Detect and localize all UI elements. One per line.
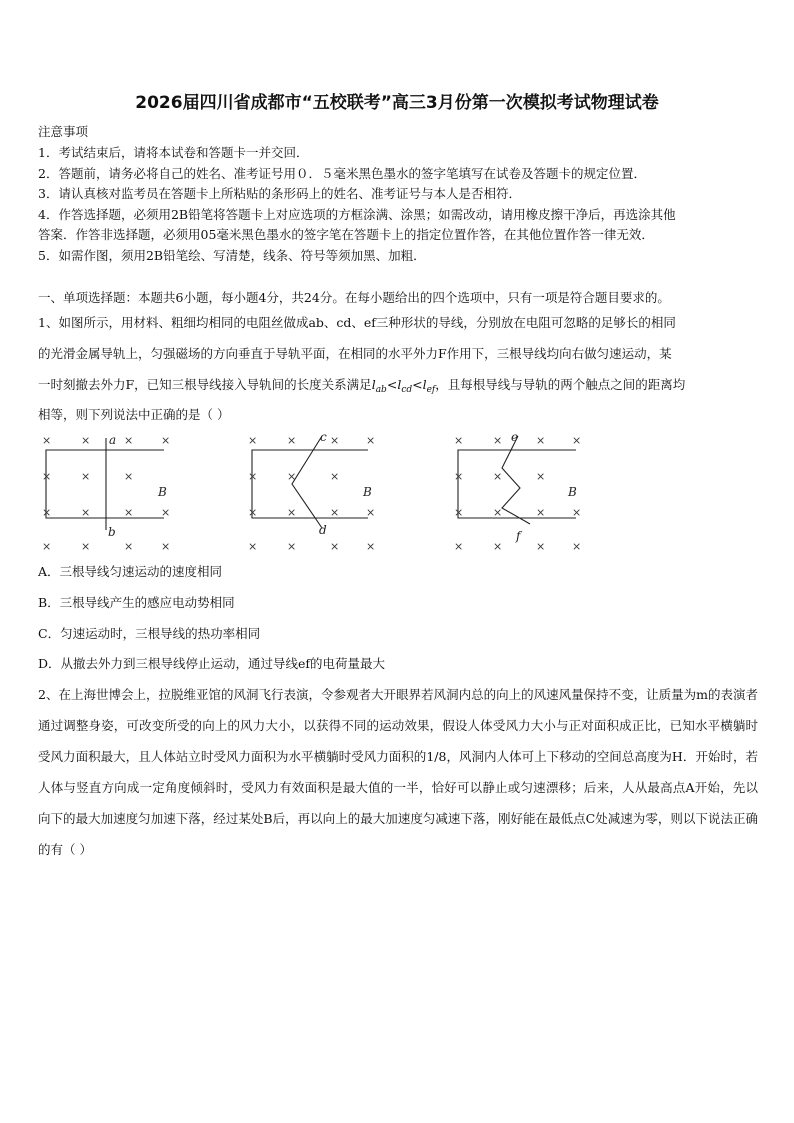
field-cross: × xyxy=(536,506,546,519)
q1-figure xyxy=(36,428,596,560)
fig2-rails xyxy=(252,450,368,518)
page-title: 2026届四川省成都市“五校联考”高三3月份第一次模拟考试物理试卷 xyxy=(135,93,659,113)
q1-line-4: 相等，则下列说法中正确的是（ ） xyxy=(38,407,230,422)
field-cross: × xyxy=(161,540,171,553)
notice-item-4: 4．作答选择题，必须用2B铅笔将答题卡上对应选项的方框涂满、涂黑；如需改动，请用橡皮擦干净后，再选涂其他 xyxy=(38,207,676,222)
field-cross: × xyxy=(124,540,134,553)
field-cross: × xyxy=(42,506,52,519)
field-cross: × xyxy=(454,506,464,519)
label-B-2: B xyxy=(363,485,372,499)
q1-line-3-b: ，且每根导线与导轨的两个触点之间的距离均 xyxy=(435,377,686,392)
label-B-1: B xyxy=(158,485,167,499)
label-d: d xyxy=(319,523,327,537)
section-heading: 一、单项选择题：本题共6小题，每小题4分，共24分。在每小题给出的四个选项中，只有一项是符合题目要求的。 xyxy=(38,290,670,305)
field-cross: × xyxy=(248,540,258,553)
notice-item-4-cont: 答案．作答非选择题，必须用05毫米黑色墨水的签字笔在答题卡上的指定位置作答，在其他位置作答一律无效． xyxy=(38,227,654,242)
field-cross: × xyxy=(493,470,503,483)
field-cross: × xyxy=(124,434,134,447)
field-cross: × xyxy=(366,434,376,447)
l-ef: $l_{ef}$ xyxy=(422,377,436,395)
q1-option-c: C．匀速运动时，三根导线的热功率相同 xyxy=(38,626,261,641)
label-b: b xyxy=(108,525,116,539)
field-cross: × xyxy=(330,470,340,483)
field-cross: × xyxy=(366,506,376,519)
field-cross: × xyxy=(81,506,91,519)
field-cross: × xyxy=(454,540,464,553)
field-cross: × xyxy=(572,506,582,519)
field-cross: × xyxy=(454,434,464,447)
field-cross: × xyxy=(81,434,91,447)
field-cross: × xyxy=(536,540,546,553)
notice-heading: 注意事项 xyxy=(38,124,89,139)
field-cross: × xyxy=(536,434,546,447)
field-cross: × xyxy=(330,540,340,553)
l-ab: $l_{ab}$ xyxy=(371,377,387,395)
field-cross: × xyxy=(572,434,582,447)
label-f: f xyxy=(516,529,521,543)
field-cross: × xyxy=(161,434,171,447)
q1-line-3-a: 一时刻撤去外力F，已知三根导线接入导轨间的长度关系满足 xyxy=(38,377,372,392)
field-cross: × xyxy=(454,470,464,483)
field-cross: × xyxy=(493,434,503,447)
field-cross: × xyxy=(248,506,258,519)
label-c: c xyxy=(320,430,327,444)
field-cross: × xyxy=(493,506,503,519)
field-cross: × xyxy=(81,540,91,553)
field-cross: × xyxy=(330,434,340,447)
notice-item-2: 2．答题前，请务必将自己的姓名、准考证号用０．５毫米黑色墨水的签字笔填写在试卷及答题卡的规定位置． xyxy=(38,166,646,181)
q1-line-2: 的光滑金属导轨上，匀强磁场的方向垂直于导轨平面，在相同的水平外力F作用下，三根导线均向右做匀速运动，某 xyxy=(38,346,672,361)
q1-option-b: B．三根导线产生的感应电动势相同 xyxy=(38,595,235,610)
field-cross: × xyxy=(287,434,297,447)
l-cd: $l_{cd}$ xyxy=(397,377,413,395)
notice-item-5: 5．如需作图，须用2B铅笔绘、写清楚，线条、符号等须加黑、加粗． xyxy=(38,248,426,263)
notice-item-3: 3．请认真核对监考员在答题卡上所粘贴的条形码上的姓名、准考证号与本人是否相符． xyxy=(38,186,521,201)
q1-option-a: A．三根导线匀速运动的速度相同 xyxy=(38,564,223,579)
field-cross: × xyxy=(536,470,546,483)
field-cross: × xyxy=(124,506,134,519)
field-cross: × xyxy=(366,540,376,553)
field-cross: × xyxy=(572,540,582,553)
field-cross: × xyxy=(287,540,297,553)
field-cross: × xyxy=(287,506,297,519)
label-a: a xyxy=(109,433,117,447)
field-cross: × xyxy=(42,470,52,483)
fig1-rails xyxy=(46,450,164,518)
lt-1: < xyxy=(386,377,398,392)
field-cross: × xyxy=(248,434,258,447)
field-cross: × xyxy=(493,540,503,553)
label-B-3: B xyxy=(568,485,577,499)
label-e: e xyxy=(511,430,519,444)
fig3-wire-ef xyxy=(502,436,530,524)
field-cross: × xyxy=(161,506,171,519)
field-cross: × xyxy=(81,470,91,483)
notice-item-1: 1．考试结束后，请将本试卷和答题卡一并交回． xyxy=(38,145,309,160)
field-cross: × xyxy=(330,506,340,519)
q1-option-d: D．从撤去外力到三根导线停止运动，通过导线ef的电荷量最大 xyxy=(38,656,386,671)
field-cross: × xyxy=(42,434,52,447)
field-cross: × xyxy=(248,470,258,483)
q2-text: 2、在上海世博会上，拉脱维亚馆的风洞飞行表演，令参观者大开眼界若风洞内总的向上的风速风量保持不变，让质量为m的表演者通过调整身姿，可改变所受的向上的风力大小，以获得不同的运动效果，假设人体受风力大小与正对面积成正比，已知水平横躺时受风力面积最大，且人体站立时受风力面积为水平横躺时受风力面积的1/8，风洞内人体可上下移动的空间总高度为H．开始时，若人体与竖直方向成一定角度倾斜时，受风力有效面积是最大值的一半，恰好可以静止或匀速漂移；后来，人从最高点A开始，先以向下的最大加速度匀加速下落，经过某处B后，再以向上的最大加速度匀减速下落，刚好能在最低点C处减速为零，则以下说法正确的有（ ） xyxy=(38,687,758,857)
q1-line-1: 1、如图所示，用材料、粗细均相同的电阻丝做成ab、cd、ef三种形状的导线，分别放在电阻可忽略的足够长的相同 xyxy=(38,315,676,330)
field-cross: × xyxy=(42,540,52,553)
field-cross: × xyxy=(287,470,297,483)
lt-2: < xyxy=(412,377,423,392)
q1-line-3 xyxy=(38,375,685,395)
field-cross: × xyxy=(124,470,134,483)
